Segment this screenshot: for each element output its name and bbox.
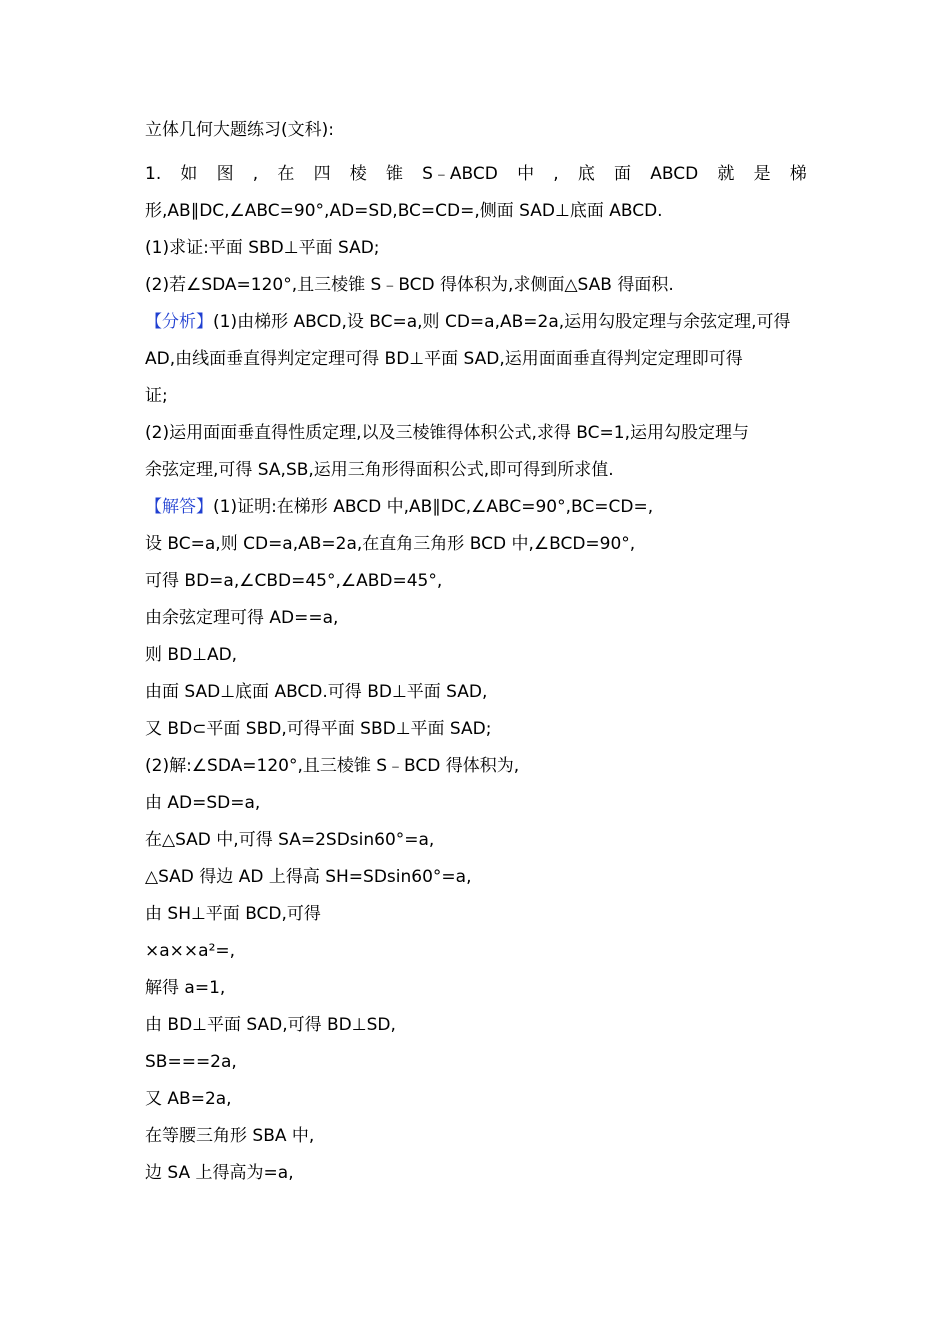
solution-line: 边 SA 上得高为=a,	[145, 1163, 294, 1183]
problem-word: ,	[252, 164, 259, 184]
solution-line: (2)解:∠SDA=120°,且三棱锥 S﹣BCD 得体积为,	[145, 756, 520, 776]
solution-line: 设 BC=a,则 CD=a,AB=2a,在直角三角形 BCD 中,∠BCD=90°,	[145, 534, 636, 554]
problem-word: 是	[753, 164, 771, 184]
analysis-line1	[145, 310, 807, 334]
solution-line: 由余弦定理可得 AD==a,	[145, 608, 339, 628]
problem-number: 1.	[145, 164, 162, 184]
solution-line: 由 SH⊥平面 BCD,可得	[145, 904, 321, 924]
solution-line: 由 BD⊥平面 SAD,可得 BD⊥SD,	[145, 1015, 396, 1035]
problem-word: 棱	[349, 164, 367, 184]
solution-line: △SAD 得边 AD 上得高 SH=SDsin60°=a,	[145, 867, 472, 887]
document-title: 立体几何大题练习(文科):	[145, 120, 334, 140]
problem-word: 四	[313, 164, 331, 184]
problem-word: 面	[614, 164, 632, 184]
solution-line: 又 BD⊂平面 SBD,可得平面 SBD⊥平面 SAD;	[145, 719, 492, 739]
analysis-tag: 【分析】	[145, 312, 213, 332]
solution-tag: 【解答】	[145, 497, 213, 517]
problem-word: S﹣ABCD	[422, 164, 498, 184]
solution-line: 由面 SAD⊥底面 ABCD.可得 BD⊥平面 SAD,	[145, 682, 488, 702]
solution-line: 则 BD⊥AD,	[145, 645, 238, 665]
analysis-line2: AD,由线面垂直得判定定理可得 BD⊥平面 SAD,运用面面垂直得判定定理即可得	[145, 349, 743, 369]
solution-line: SB===2a,	[145, 1052, 237, 1072]
solution-line: ×a××a²=,	[145, 941, 236, 961]
problem-word: ABCD	[650, 164, 699, 184]
solution-text: (1)证明:在梯形 ABCD 中,AB∥DC,∠ABC=90°,BC=CD=,	[213, 497, 654, 517]
solution-line: 又 AB=2a,	[145, 1089, 232, 1109]
problem-word: 图	[216, 164, 234, 184]
problem-word: 如	[180, 164, 198, 184]
solution-line: 由 AD=SD=a,	[145, 793, 261, 813]
solution-line	[145, 495, 807, 519]
problem-word: 就	[717, 164, 735, 184]
problem-word: 在	[277, 164, 295, 184]
analysis-line5: 余弦定理,可得 SA,SB,运用三角形得面积公式,即可得到所求值.	[145, 460, 614, 480]
problem-statement-line2: 形,AB∥DC,∠ABC=90°,AD=SD,BC=CD=,侧面 SAD⊥底面 ABCD.	[145, 201, 663, 221]
solution-line: 解得 a=1,	[145, 978, 226, 998]
solution-line: 可得 BD=a,∠CBD=45°,∠ABD=45°,	[145, 571, 443, 591]
part-2-question: (2)若∠SDA=120°,且三棱锥 S﹣BCD 得体积为,求侧面△SAB 得面积.	[145, 275, 674, 295]
problem-word: ,	[553, 164, 559, 184]
part-1-question: (1)求证:平面 SBD⊥平面 SAD;	[145, 238, 380, 258]
problem-word: 底	[577, 164, 595, 184]
solution-line: 在等腰三角形 SBA 中,	[145, 1126, 315, 1146]
analysis-text: (1)由梯形 ABCD,设 BC=a,则 CD=a,AB=2a,运用勾股定理与余弦定理,可得	[213, 312, 791, 332]
problem-word: 锥	[385, 164, 403, 184]
problem-word: 梯	[789, 164, 807, 184]
analysis-line3: 证;	[145, 386, 168, 406]
analysis-line4: (2)运用面面垂直得性质定理,以及三棱锥得体积公式,求得 BC=1,运用勾股定理与	[145, 423, 749, 443]
solution-line: 在△SAD 中,可得 SA=2SDsin60°=a,	[145, 830, 435, 850]
problem-word: 中	[517, 164, 535, 184]
problem-statement-line1	[145, 162, 807, 186]
